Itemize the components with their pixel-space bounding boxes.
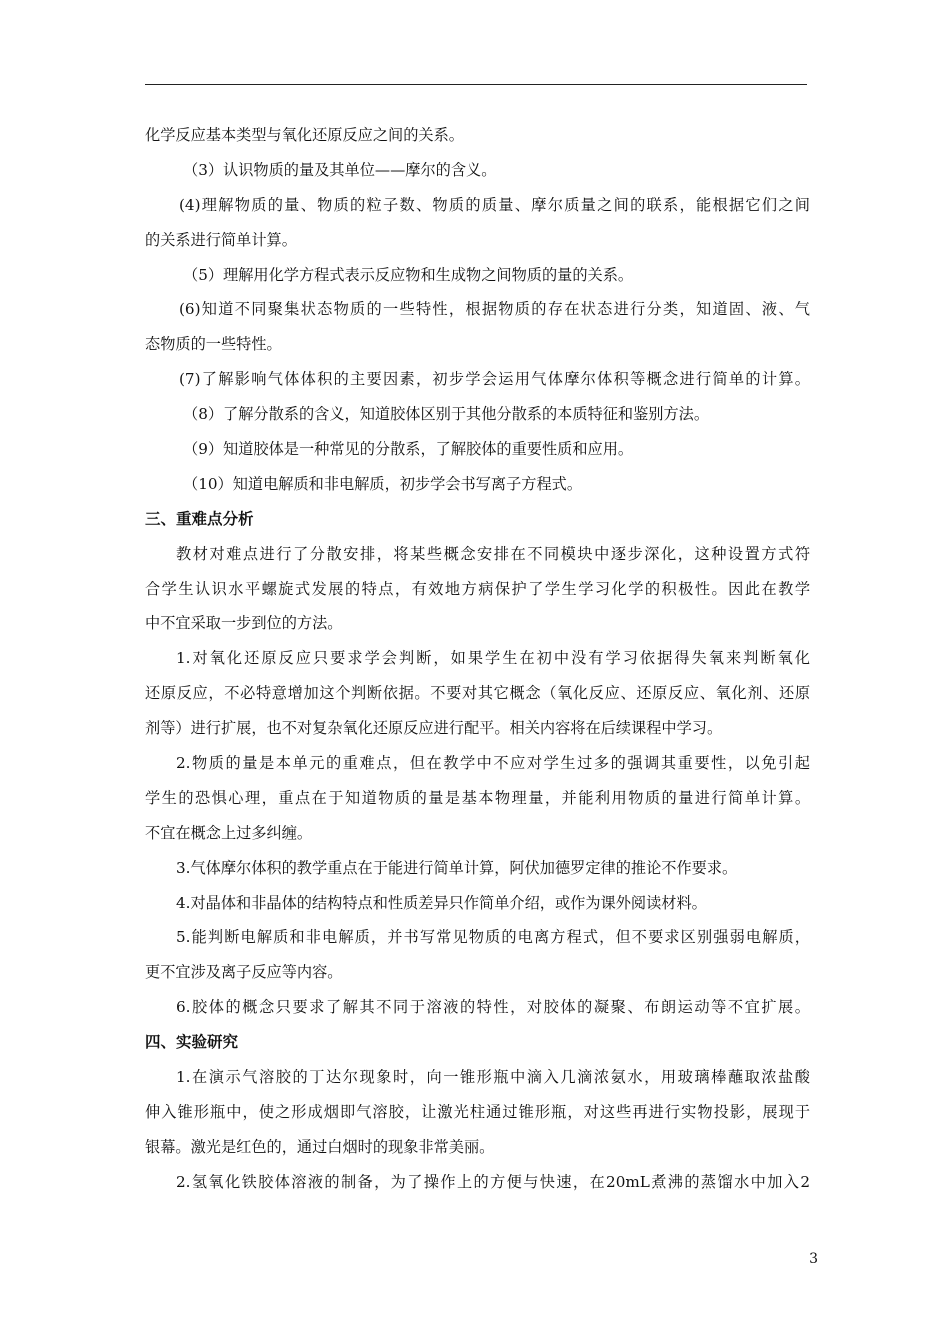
text-line: 教材对难点进行了分散安排，将某些概念安排在不同模块中逐步深化，这种设置方式符 <box>176 544 810 563</box>
text-line: (7)了解影响气体体积的主要因素，初步学会运用气体摩尔体积等概念进行简单的计算。 <box>179 370 810 389</box>
text-line: 5.能判断电解质和非电解质，并书写常见物质的电离方程式，但不要求区别强弱电解质， <box>176 928 810 947</box>
text-line: 伸入锥形瓶中，使之形成烟即气溶胶，让激光柱通过锥形瓶，对这些再进行实物投影，展现于 <box>145 1102 810 1121</box>
text-line: 1.在演示气溶胶的丁达尔现象时，向一锥形瓶中滴入几滴浓氨水，用玻璃棒蘸取浓盐酸 <box>176 1068 810 1087</box>
text-line: 6.胶体的概念只要求了解其不同于溶液的特性，对胶体的凝聚、布朗运动等不宜扩展。 <box>176 998 810 1017</box>
section-heading: 四、实验研究 <box>145 1033 239 1052</box>
section-heading: 三、重难点分析 <box>145 509 254 528</box>
text-line: 还原反应，不必特意增加这个判断依据。不要对其它概念（氧化反应、还原反应、氧化剂、还原 <box>145 684 810 703</box>
text-line: 3.气体摩尔体积的教学重点在于能进行简单计算，阿伏加德罗定律的推论不作要求。 <box>176 858 738 877</box>
text-line: （8）了解分散系的含义，知道胶体区别于其他分散系的本质特征和鉴别方法。 <box>183 405 710 424</box>
text-line: 2.氢氧化铁胶体溶液的制备，为了操作上的方便与快速，在20mL煮沸的蒸馏水中加入2 <box>176 1172 810 1191</box>
text-line: 不宜在概念上过多纠缠。 <box>145 823 313 842</box>
text-line: 学生的恐惧心理，重点在于知道物质的量是基本物理量，并能利用物质的量进行简单计算。 <box>145 788 810 807</box>
text-line: （3）认识物质的量及其单位——摩尔的含义。 <box>183 160 497 179</box>
text-line: (6)知道不同聚集状态物质的一些特性，根据物质的存在状态进行分类，知道固、液、气 <box>179 300 810 319</box>
text-line: 剂等）进行扩展，也不对复杂氧化还原反应进行配平。相关内容将在后续课程中学习。 <box>145 719 723 738</box>
text-line: （9）知道胶体是一种常见的分散系，了解胶体的重要性质和应用。 <box>183 440 634 459</box>
text-line: 的关系进行简单计算。 <box>145 230 297 249</box>
text-line: 2.物质的量是本单元的重难点，但在教学中不应对学生过多的强调其重要性，以免引起 <box>176 754 810 773</box>
text-line: （5）理解用化学方程式表示反应物和生成物之间物质的量的关系。 <box>183 265 634 284</box>
text-line: 态物质的一些特性。 <box>145 335 282 354</box>
text-line: （10）知道电解质和非电解质，初步学会书写离子方程式。 <box>183 474 583 493</box>
text-line: 合学生认识水平螺旋式发展的特点，有效地方病保护了学生学习化学的积极性。因此在教学 <box>145 579 810 598</box>
text-line: (4)理解物质的量、物质的粒子数、物质的质量、摩尔质量之间的联系，能根据它们之间 <box>179 195 810 214</box>
header-rule <box>145 84 807 85</box>
text-line: 4.对晶体和非晶体的结构特点和性质差异只作简单介绍，或作为课外阅读材料。 <box>176 893 707 912</box>
document-body <box>145 118 810 1200</box>
text-line: 化学反应基本类型与氧化还原反应之间的关系。 <box>145 126 464 144</box>
text-line: 更不宜涉及离子反应等内容。 <box>145 963 343 982</box>
page-number: 3 <box>809 1251 818 1267</box>
text-line: 1.对氧化还原反应只要求学会判断，如果学生在初中没有学习依据得失氧来判断氧化 <box>176 649 810 668</box>
text-line: 中不宜采取一步到位的方法。 <box>145 614 343 633</box>
text-line: 银幕。激光是红色的，通过白烟时的现象非常美丽。 <box>145 1137 495 1156</box>
